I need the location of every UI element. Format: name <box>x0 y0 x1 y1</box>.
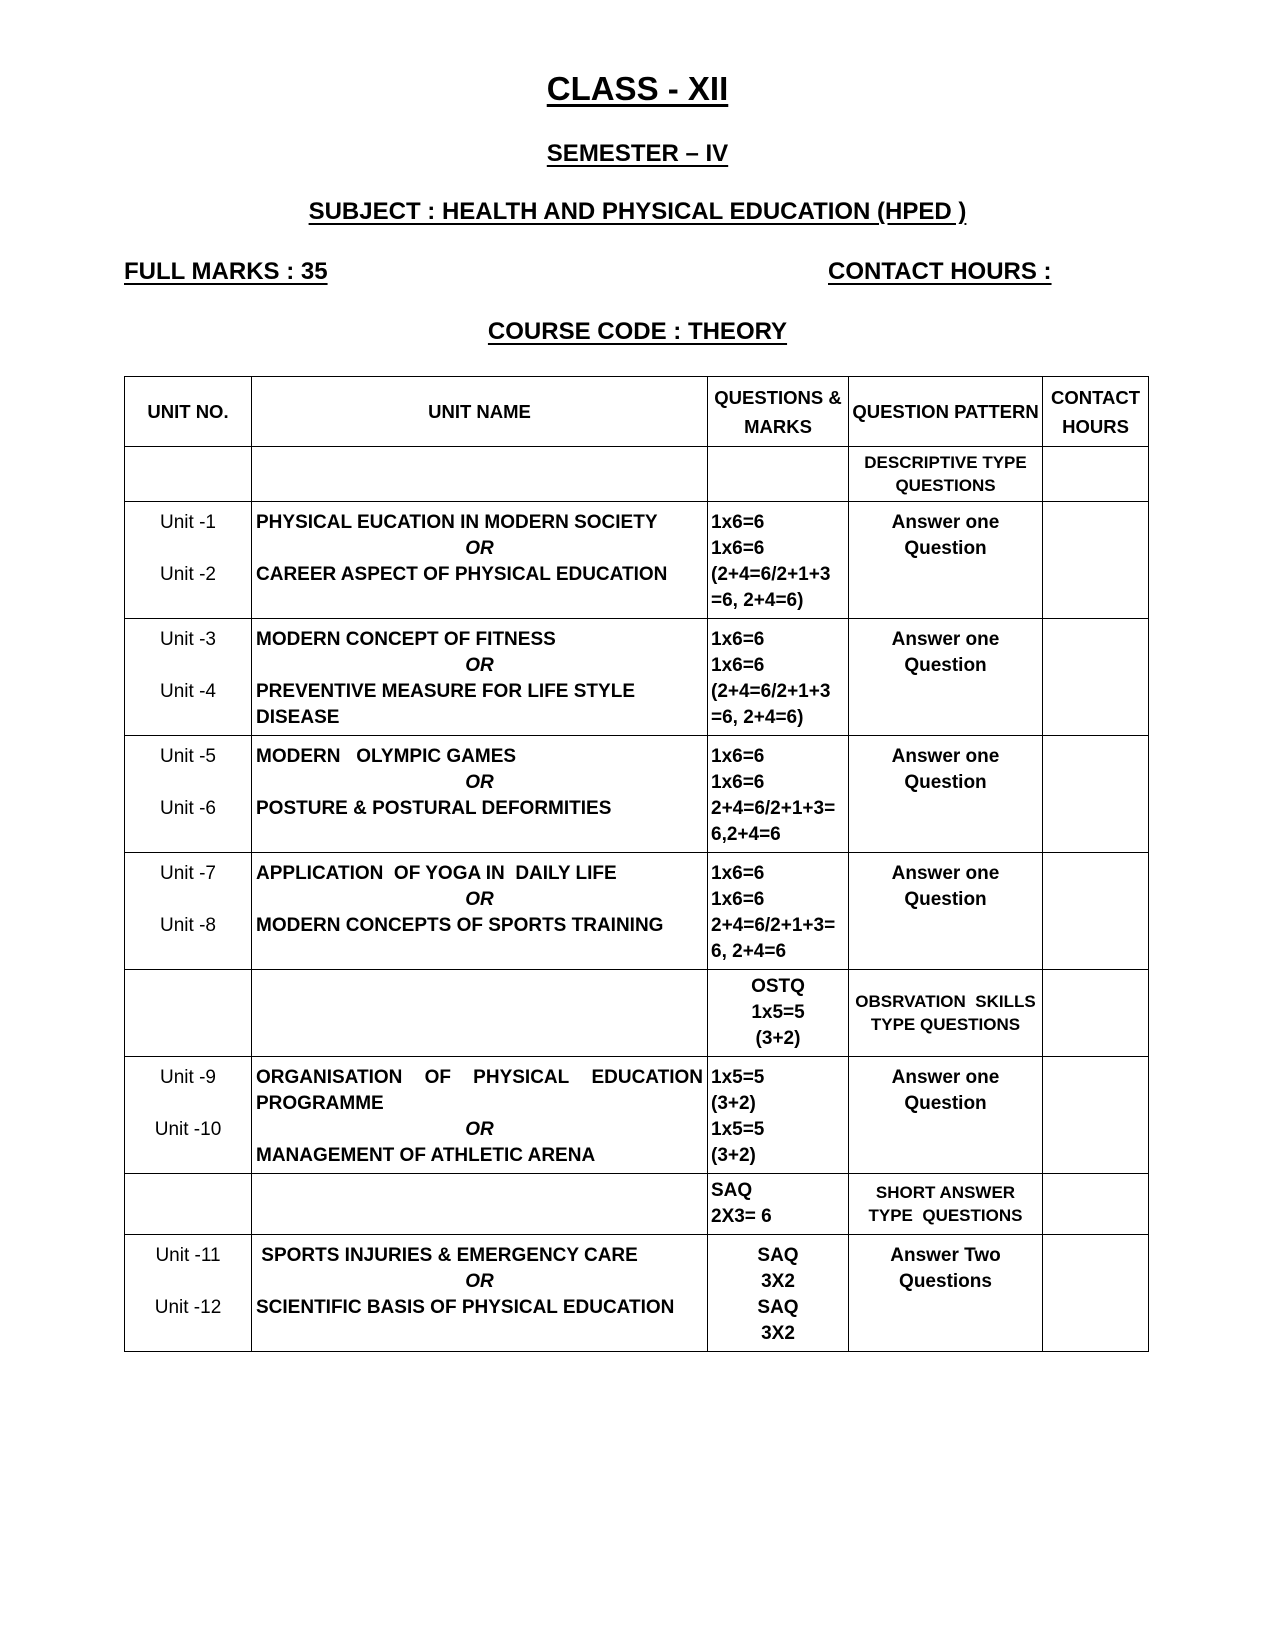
unit-no-cell: Unit -7 Unit -8 <box>125 853 252 970</box>
cell-empty <box>1043 1174 1149 1235</box>
pattern-cell: Answer one Question <box>849 1057 1043 1174</box>
unit-name-cell: APPLICATION OF YOGA IN DAILY LIFE OR MODERN CONCEPTS OF SPORTS TRAINING <box>252 853 708 970</box>
full-marks-label: FULL MARKS : 35 <box>124 258 328 285</box>
page-title: CLASS - XII <box>546 70 729 107</box>
pattern-cell: Answer one Question <box>849 619 1043 736</box>
unit-no-cell: Unit -5 Unit -6 <box>125 736 252 853</box>
unit-name-justified-line: ORGANISATION OF PHYSICAL EDUCATION <box>256 1067 703 1088</box>
table-row <box>125 1057 1149 1174</box>
cell-empty <box>708 447 849 502</box>
table-row <box>125 853 1149 970</box>
section-label-short-answer: SHORT ANSWER TYPE QUESTIONS <box>849 1174 1043 1235</box>
col-header-question-pattern: QUESTION PATTERN <box>849 377 1043 447</box>
contact-hours-cell <box>1043 1235 1149 1352</box>
contact-hours-cell <box>1043 853 1149 970</box>
table-row <box>125 1235 1149 1352</box>
unit-name-cell: ORGANISATION OF PHYSICAL EDUCATION PROGRAMME OR MANAGEMENT OF ATHLETIC ARENA <box>252 1057 708 1174</box>
section-label-observation: OBSRVATION SKILLS TYPE QUESTIONS <box>849 970 1043 1057</box>
col-header-unit-no: UNIT NO. <box>125 377 252 447</box>
col-header-line: QUESTIONS & <box>714 386 842 408</box>
cell-empty <box>125 447 252 502</box>
cell-empty <box>125 970 252 1057</box>
cell-empty <box>125 1174 252 1235</box>
unit-no-cell: Unit -3 Unit -4 <box>125 619 252 736</box>
subject-heading: SUBJECT : HEALTH AND PHYSICAL EDUCATION (HPED ) <box>308 198 967 225</box>
pattern-cell: Answer one Question <box>849 502 1043 619</box>
cell-empty <box>252 1174 708 1235</box>
course-code-heading: COURSE CODE : THEORY <box>487 318 788 345</box>
marks-cell: 1x5=5 (3+2) 1x5=5 (3+2) <box>708 1057 849 1174</box>
semester-heading: SEMESTER – IV <box>546 140 729 167</box>
unit-no-cell: Unit -11 Unit -12 <box>125 1235 252 1352</box>
table-row <box>125 502 1149 619</box>
unit-name-cell: PHYSICAL EUCATION IN MODERN SOCIETY OR CAREER ASPECT OF PHYSICAL EDUCATION <box>252 502 708 619</box>
table-row <box>125 619 1149 736</box>
col-header-unit-name: UNIT NAME <box>252 377 708 447</box>
marks-cell: OSTQ 1x5=5 (3+2) <box>708 970 849 1057</box>
pattern-cell: Answer one Question <box>849 736 1043 853</box>
cell-empty <box>1043 447 1149 502</box>
marks-cell: 1x6=6 1x6=6 2+4=6/2+1+3= 6,2+4=6 <box>708 736 849 853</box>
cell-empty <box>1043 970 1149 1057</box>
pattern-cell: Answer one Question <box>849 853 1043 970</box>
contact-hours-cell <box>1043 1057 1149 1174</box>
col-header-line: MARKS <box>744 415 812 437</box>
marks-cell: SAQ 2X3= 6 <box>708 1174 849 1235</box>
col-header-line: HOURS <box>1062 415 1129 437</box>
table-row <box>125 736 1149 853</box>
contact-hours-label: CONTACT HOURS : <box>828 258 1052 285</box>
table-row <box>125 1174 1149 1235</box>
col-header-questions-marks <box>708 377 849 447</box>
table-row <box>125 447 1149 502</box>
pattern-cell: Answer Two Questions <box>849 1235 1043 1352</box>
marks-cell: 1x6=6 1x6=6 (2+4=6/2+1+3 =6, 2+4=6) <box>708 619 849 736</box>
unit-name-cell: MODERN CONCEPT OF FITNESS OR PREVENTIVE MEASURE FOR LIFE STYLE DISEASE <box>252 619 708 736</box>
marks-cell: 1x6=6 1x6=6 (2+4=6/2+1+3 =6, 2+4=6) <box>708 502 849 619</box>
syllabus-table <box>124 376 1149 1352</box>
unit-no-cell: Unit -9 Unit -10 <box>125 1057 252 1174</box>
cell-empty <box>252 447 708 502</box>
marks-cell: 1x6=6 1x6=6 2+4=6/2+1+3= 6, 2+4=6 <box>708 853 849 970</box>
section-label-descriptive: DESCRIPTIVE TYPE QUESTIONS <box>849 447 1043 502</box>
col-header-contact-hours <box>1043 377 1149 447</box>
cell-empty <box>252 970 708 1057</box>
contact-hours-cell <box>1043 736 1149 853</box>
unit-no-cell: Unit -1 Unit -2 <box>125 502 252 619</box>
unit-name-cell: SPORTS INJURIES & EMERGENCY CARE OR SCIENTIFIC BASIS OF PHYSICAL EDUCATION <box>252 1235 708 1352</box>
contact-hours-cell <box>1043 619 1149 736</box>
marks-cell: SAQ 3X2 SAQ 3X2 <box>708 1235 849 1352</box>
table-row <box>125 970 1149 1057</box>
col-header-line: CONTACT <box>1050 386 1141 408</box>
unit-name-cell: MODERN OLYMPIC GAMES OR POSTURE & POSTURAL DEFORMITIES <box>252 736 708 853</box>
table-header-row <box>125 377 1149 447</box>
contact-hours-cell <box>1043 502 1149 619</box>
